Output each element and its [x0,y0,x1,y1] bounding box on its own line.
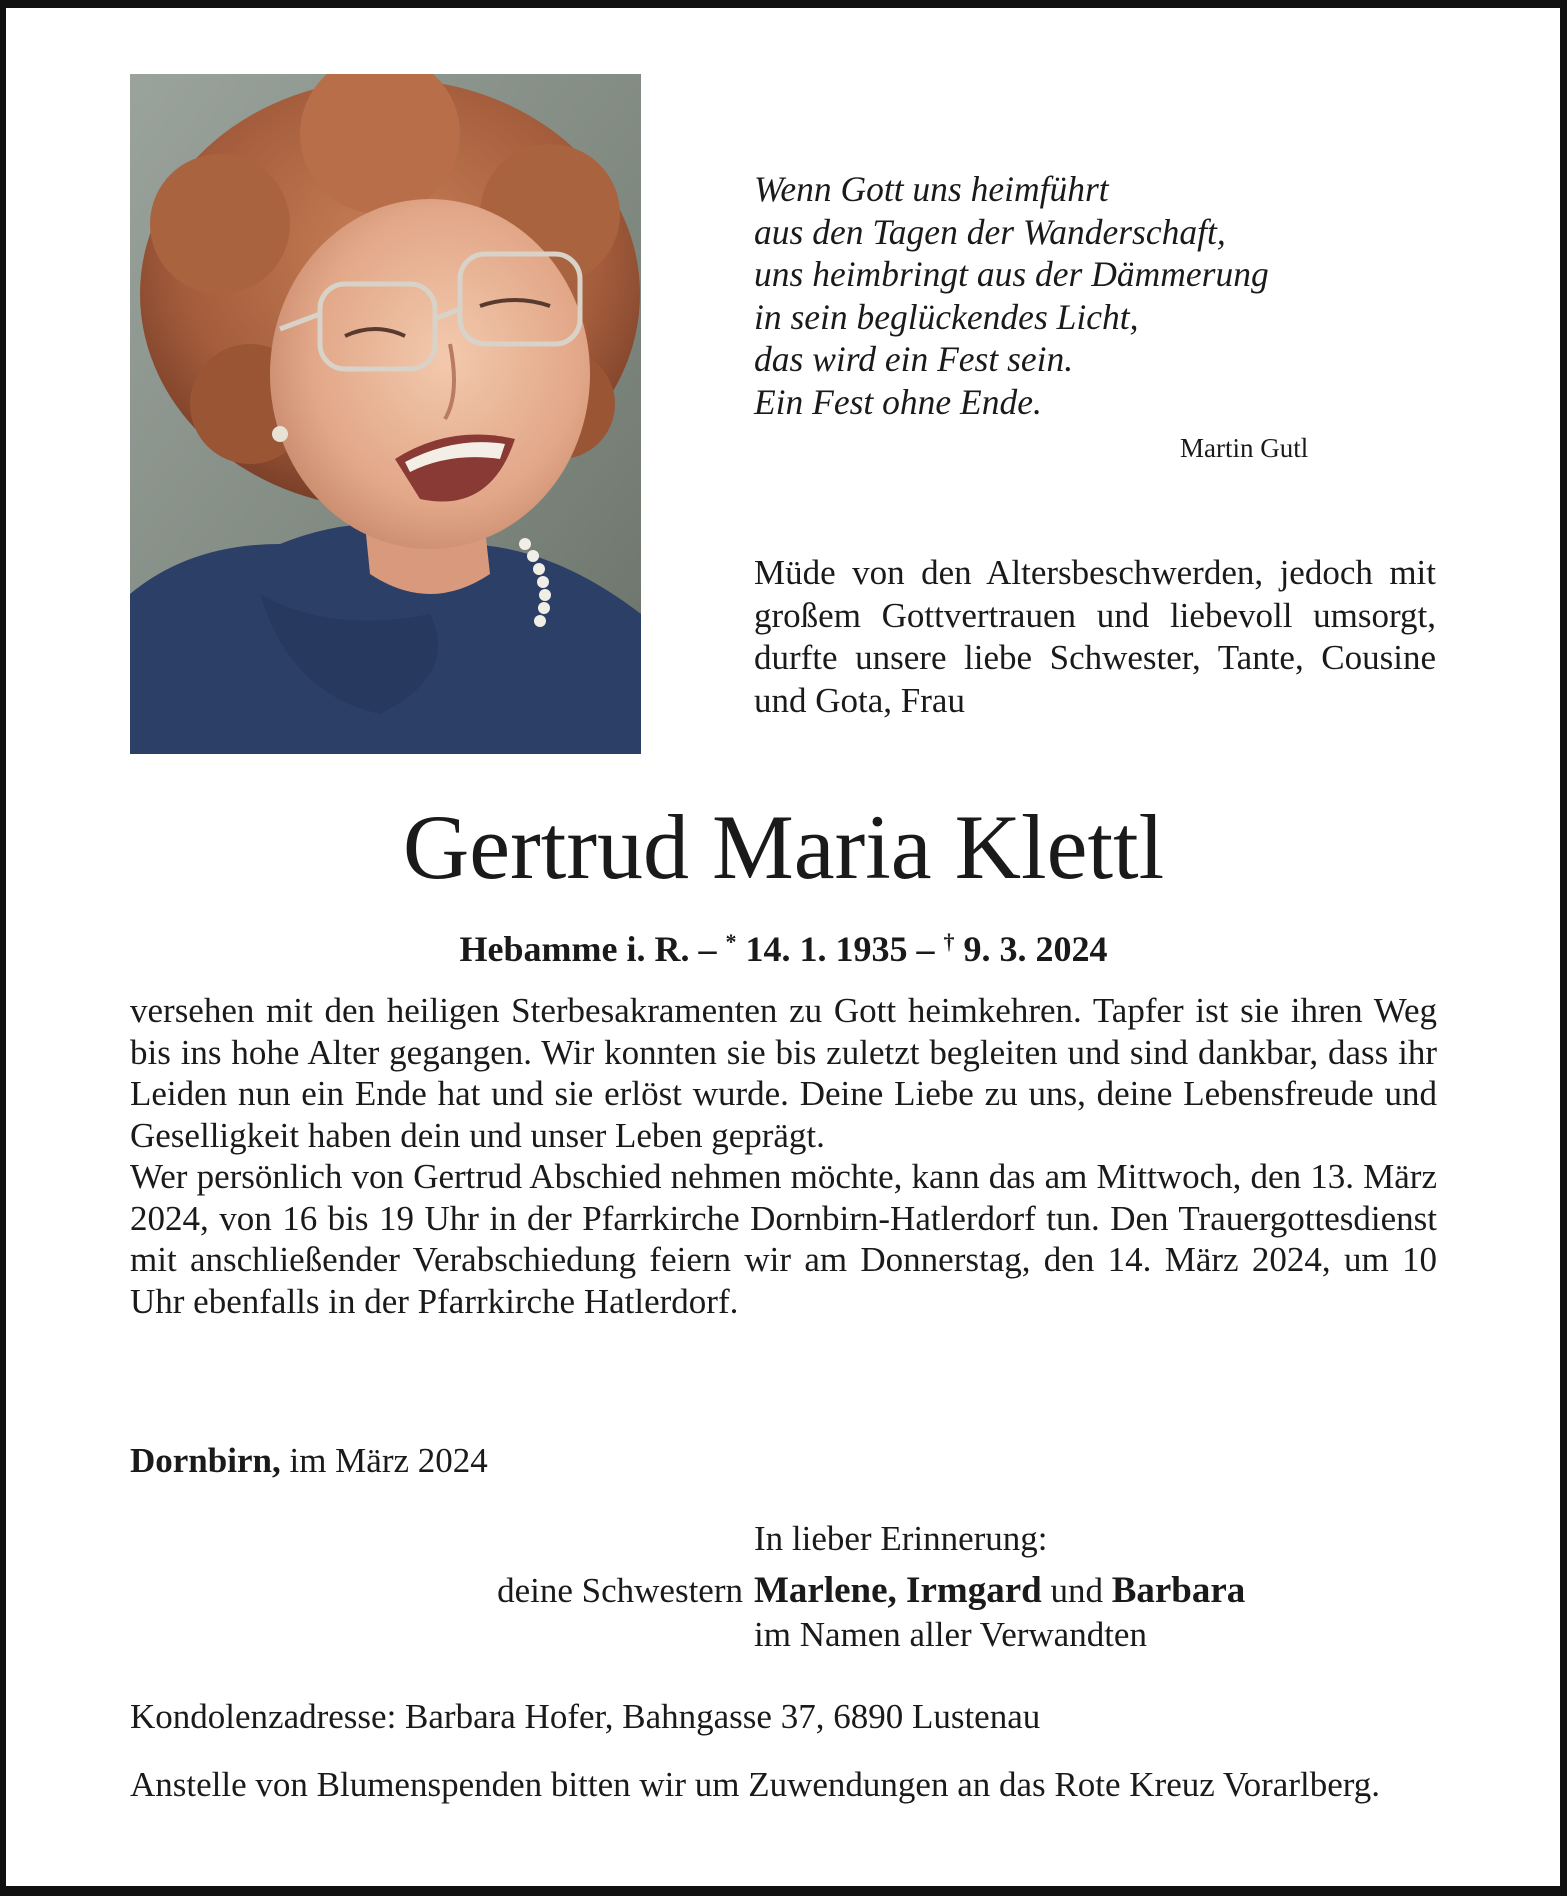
mourners-connector: und [1050,1571,1103,1610]
mourners-subline: im Namen aller Verwandten [754,1615,1147,1654]
poem [754,168,1354,423]
portrait-photo [130,74,641,754]
birth-date: 14. 1. 1935 – [745,929,935,969]
place-city: Dornbirn, [130,1441,281,1480]
mourners-relation: deine Schwestern [497,1571,743,1610]
death-date: 9. 3. 2024 [963,929,1108,969]
place-date [130,1440,488,1482]
poem-line: uns heimbringt aus der Dämmerung [754,254,1269,294]
poem-line: aus den Tagen der Wanderschaft, [754,211,1226,252]
paragraph: versehen mit den heiligen Sterbesakramenten zu Gott heimkehren. Tapfer ist sie ihren Weg bis ins hohe Alter gegangen. Wir konnten sie bis zuletzt begleiten und sind dankbar, dass ihr Leiden nun ein Ende hat und sie erlöst wurde. Deine Liebe zu uns, deine Lebensfreude und Geselligkeit haben dein und unser Leben geprägt. [130,991,1437,1155]
intro-text: Müde von den Altersbeschwerden, jedoch mit großem Gottvertrauen und liebevoll umsorgt, durfte unsere liebe Schwester, Tante, Cousine und Gota, Frau [754,553,1436,720]
poem-line: Wenn Gott uns heimführt [754,169,1109,209]
poem-author: Martin Gutl [1180,433,1309,463]
poem-line: in sein beglückendes Licht, [754,296,1139,337]
poem-line: das wird ein Fest sein. [754,339,1074,379]
mourners-names-b: Barbara [1111,1570,1246,1611]
paragraph: Wer persönlich von Gertrud Abschied nehmen möchte, kann das am Mittwoch, den 13. März 2024, von 16 bis 19 Uhr in der Pfarrkirche Dornbirn-Hatlerdorf tun. Den Trauergottesdienst mit anschließender Verabschiedung feiern wir am Donnerstag, den 14. März 2024, um 10 Uhr ebenfalls in der Pfarrkirche Hatlerdorf. [130,1157,1437,1321]
mourners-names-a: Marlene, Irmgard [754,1570,1042,1611]
profession: Hebamme i. R. – [459,929,717,969]
main-text [130,990,1437,1322]
deceased-dates [0,920,1567,971]
mourners-title: In lieber Erinnerung: [754,1519,1048,1558]
condolence-address: Kondolenzadresse: Barbara Hofer, Bahngasse 37, 6890 Lustenau [130,1697,1041,1736]
place-date-text: im März 2024 [289,1441,488,1480]
birth-symbol: * [725,929,737,954]
donation-note: Anstelle von Blumenspenden bitten wir um Zuwendungen an das Rote Kreuz Vorarlberg. [130,1765,1381,1804]
mourners-names [754,1570,1245,1612]
poem-line: Ein Fest ohne Ende. [754,381,1042,422]
deceased-name: Gertrud Maria Klettl [402,796,1165,898]
death-symbol: † [943,929,955,954]
